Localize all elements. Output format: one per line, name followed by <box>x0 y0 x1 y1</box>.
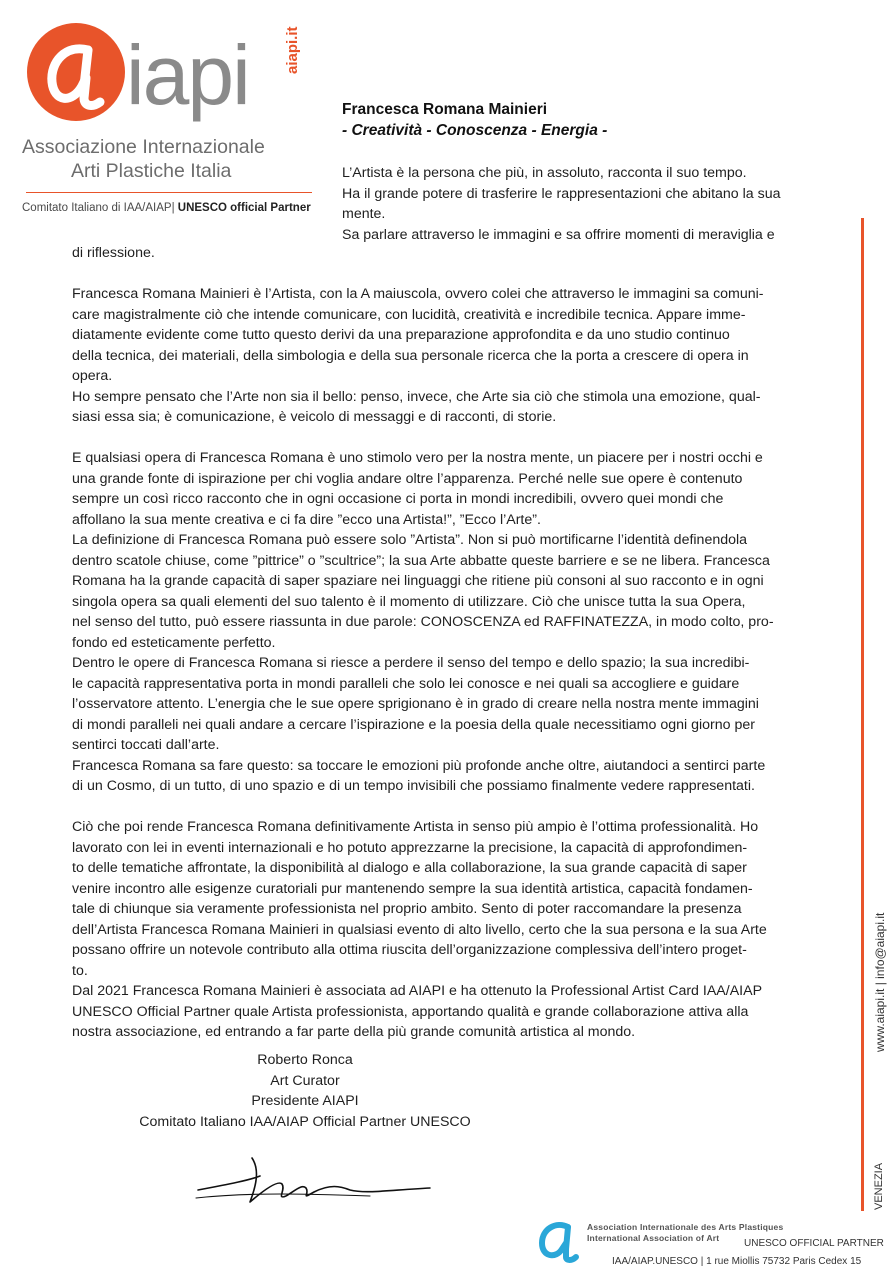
letter-subtitle: - Creatività - Conoscenza - Energia - <box>342 122 608 139</box>
signer-role: Art Curator <box>270 1072 340 1089</box>
body-line: nel senso del tutto, può essere riassunta in due parole: CONOSCENZA ed RAFFINATEZZA, in modo colto, pro- <box>72 614 774 630</box>
intro-line: mente. <box>342 206 386 222</box>
body-line: diatamente evidente come tutto questo derivi da una preparazione approfondita e da uno studio continuo <box>72 327 730 343</box>
body-line: di riflessione. <box>72 245 155 261</box>
signature-block <box>120 1050 490 1132</box>
letter-title: Francesca Romana Mainieri <box>342 101 548 118</box>
letter-intro <box>342 163 822 245</box>
iaa-a-logo-icon <box>530 1213 582 1265</box>
association-name-line1: Associazione Internazionale <box>22 136 265 158</box>
body-line: opera. <box>72 368 113 384</box>
body-line: le capacità rappresentativa porta in mondi paralleli che solo lei conosce e nei quali sa accogliere e guidare <box>72 675 740 692</box>
body-line: Francesca Romana sa fare questo: sa toccare le emozioni più profonde anche oltre, aiutandoci a sentirci parte <box>72 757 766 774</box>
letter-body <box>72 243 827 1043</box>
body-line: affollano la sua mente creativa e ci fa dire ”ecco una Artista!”, ”Ecco l’Arte”. <box>72 511 541 528</box>
footer-unesco-partner: UNESCO OFFICIAL PARTNER <box>744 1238 884 1249</box>
intro-line: Sa parlare attraverso le immagini e sa offrire momenti di meraviglia e <box>342 226 775 243</box>
intro-line: Ha il grande potere di trasferire le rappresentazioni che abitano la sua <box>342 185 781 202</box>
paragraph-gap <box>72 428 827 449</box>
side-contact-info: www.aiapi.it | info@aiapi.it <box>873 912 887 1052</box>
body-line: Francesca Romana Mainieri è l’Artista, con la A maiuscola, ovvero colei che attraverso le immagini sa comuni- <box>72 286 764 302</box>
signer-committee: Comitato Italiano IAA/AIAP Official Partner UNESCO <box>139 1113 471 1130</box>
body-line: Romana ha la grande capacità di saper spaziare nei linguaggi che ritiene più consoni al suo racconto e in ogni <box>72 573 764 589</box>
body-line: Dentro le opere di Francesca Romana si riesce a perdere il senso del tempo e dello spazio; la sua incredibi- <box>72 655 750 671</box>
body-line: Ciò che poi rende Francesca Romana definitivamente Artista in senso più ampio è l’ottima professionalità. Ho <box>72 819 759 835</box>
logo-divider <box>26 192 312 193</box>
footer-address: IAA/AIAP.UNESCO | 1 rue Miollis 75732 Paris Cedex 15 <box>612 1256 862 1267</box>
side-accent-bar <box>861 218 864 1211</box>
body-line: lavorato con lei in eventi internazionali e ho potuto apprezzarne la precisione, la capacità di approfondimen- <box>72 839 748 856</box>
body-line: sentirci toccati dall’arte. <box>72 737 220 753</box>
paragraph-gap <box>72 264 827 285</box>
body-line: to. <box>72 962 88 979</box>
body-line: della tecnica, dei materiali, della simbologia e della sua personale ricerca che la porta a crescere di opera in <box>72 347 749 364</box>
body-line: possano offrire un notevole contributo alla ottima riuscita dell’organizzazione complessiva dell’intero proget- <box>72 942 747 958</box>
body-line: fondo ed esteticamente perfetto. <box>72 634 276 651</box>
body-line: care magistralmente ciò che intende comunicare, con lucidità, creatività e incredibile tecnica. Appare imme- <box>72 306 746 323</box>
signer-office: Presidente AIAPI <box>251 1093 359 1109</box>
body-line: venire incontro alle esigenze curatoriali pur mantenendo sempre la sua identità artistica, capacità fondamen- <box>72 880 753 897</box>
body-line: di un Cosmo, di un tutto, di uno spazio e di un tempo invisibili che possiamo finalmente vedere rappresentati. <box>72 778 755 794</box>
footer-association-en: International Association of Art <box>587 1233 720 1243</box>
body-line: Ho sempre pensato che l’Arte non sia il bello: penso, invece, che Arte sia ciò che stimola una emozione, qual- <box>72 388 761 405</box>
body-line: dell’Artista Francesca Romana Mainieri in qualsiasi evento di alto livello, certo che la sua persona e la sua Arte <box>72 921 767 938</box>
body-line: l’osservatore attento. L’energia che le sue opere sprigionano è in grado di creare nella nostra mente immagini <box>72 696 759 712</box>
footer-association-fr: Association Internationale des Arts Plastiques <box>587 1222 784 1232</box>
logo-domain: aiapi.it <box>284 26 301 74</box>
body-line: siasi essa sia; è comunicazione, è veicolo di messaggi e di racconti, di storie. <box>72 409 557 425</box>
body-line: Dal 2021 Francesca Romana Mainieri è associata ad AIAPI e ha ottenuto la Professional Artist Card IAA/AIAP <box>72 983 763 999</box>
handwritten-signature-icon <box>190 1150 440 1210</box>
logo-tagline <box>22 202 311 214</box>
body-line: singola opera sa quali elementi del suo talento è il momento di utilizzare. Ciò che unisce tutta la sua Opera, <box>72 593 746 610</box>
body-line: La definizione di Francesca Romana può essere solo ”Artista”. Non si può mortificarne l’identità definendola <box>72 532 748 548</box>
body-line: una grande fonte di ispirazione per chi voglia andare oltre l’apparenza. Perché nelle sue opere è contenuto <box>72 470 743 487</box>
body-line: dentro scatole chiuse, come ”pittrice” o ”scultrice”; la sua Arte abbatte queste barriere e se ne libera. Francesca <box>72 552 770 569</box>
logo-word: iapi <box>126 28 249 122</box>
body-line: di mondi paralleli nei quali andare a cercare l’ispirazione e la poesia della quale necessitiamo ogni giorno per <box>72 716 755 733</box>
body-line: sempre un così ricco racconto che in ogni occasione ci porta in mondi incredibili, ovvero quei mondi che <box>72 491 724 507</box>
paragraph-gap <box>72 797 827 818</box>
side-city: VENEZIA <box>873 1162 885 1210</box>
signer-name: Roberto Ronca <box>257 1052 353 1068</box>
tagline-unesco: UNESCO official Partner <box>177 202 311 214</box>
intro-line: L’Artista è la persona che più, in assoluto, racconta il suo tempo. <box>342 165 747 181</box>
body-line: tale di chiunque sia veramente professionista nel proprio ambito. Sento di poter raccomandare la presenza <box>72 901 742 917</box>
tagline-prefix: Comitato Italiano di IAA/AIAP| <box>22 202 175 214</box>
body-line: nostra associazione, ed entrando a far parte della più grande comunità artistica al mondo. <box>72 1024 636 1040</box>
aiapi-logo <box>22 22 322 222</box>
body-line: E qualsiasi opera di Francesca Romana è uno stimolo vero per la nostra mente, un piacere per i nostri occhi e <box>72 450 763 466</box>
aiapi-a-circle-logo-icon <box>26 22 126 122</box>
body-line: to delle tematiche affrontate, la disponibilità al dialogo e alla collaborazione, la sua grande capacità di saper <box>72 860 747 876</box>
body-line: UNESCO Official Partner quale Artista professionista, apportando qualità e grande collaborazione attiva alla <box>72 1003 749 1020</box>
association-name-line2: Arti Plastiche Italia <box>71 160 232 182</box>
